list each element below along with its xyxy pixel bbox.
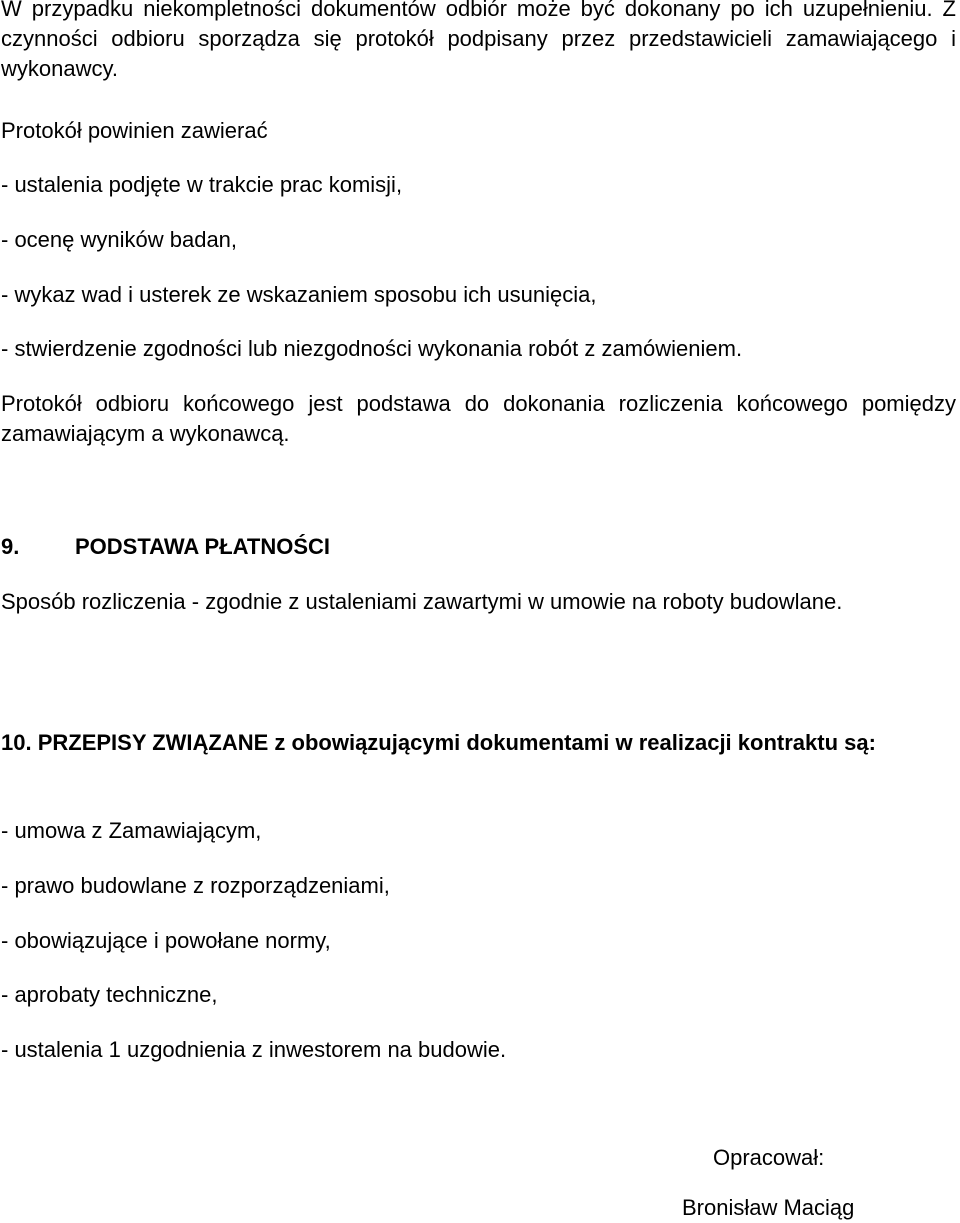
section-9-heading xyxy=(1,532,330,562)
section-9-number: 9. xyxy=(1,534,20,559)
protocol-heading: Protokół powinien zawierać xyxy=(1,118,268,143)
regulation-item: - umowa z Zamawiającym, xyxy=(1,818,262,843)
signature-name: Bronisław Maciąg xyxy=(682,1195,855,1220)
regulation-item: - ustalenia 1 uzgodnienia z inwestorem na budowie. xyxy=(1,1037,507,1062)
regulation-item: - prawo budowlane z rozporządzeniami, xyxy=(1,873,390,898)
protocol-item: - ocenę wyników badan, xyxy=(1,227,238,252)
protocol-item: - ustalenia podjęte w trakcie prac komisji, xyxy=(1,172,403,197)
section-9-text: Sposób rozliczenia - zgodnie z ustaleniami zawartymi w umowie na roboty budowlane. xyxy=(1,589,843,614)
protocol-final-note: Protokół odbioru końcowego jest podstawa do dokonania rozliczenia końcowego pomiędzy zamawiającym a wykonawcą. xyxy=(1,391,956,446)
protocol-item: - wykaz wad i usterek ze wskazaniem sposobu ich usunięcia, xyxy=(1,282,597,307)
protocol-item: - stwierdzenie zgodności lub niezgodności wykonania robót z zamówieniem. xyxy=(1,336,743,361)
signature-label: Opracował: xyxy=(713,1145,825,1170)
regulation-item: - obowiązujące i powołane normy, xyxy=(1,928,331,953)
section-10-heading: 10. PRZEPISY ZWIĄZANE z obowiązującymi dokumentami w realizacji kontraktu są: xyxy=(1,730,876,755)
section-9-title: PODSTAWA PŁATNOŚCI xyxy=(75,534,331,559)
intro-paragraph: W przypadku niekompletności dokumentów odbiór może być dokonany po ich uzupełnieniu. Z czynności odbioru sporządza się protokół podpisany przez przedstawicieli zamawiającego i wykonawcy. xyxy=(1,0,956,81)
regulation-item: - aprobaty techniczne, xyxy=(1,982,218,1007)
